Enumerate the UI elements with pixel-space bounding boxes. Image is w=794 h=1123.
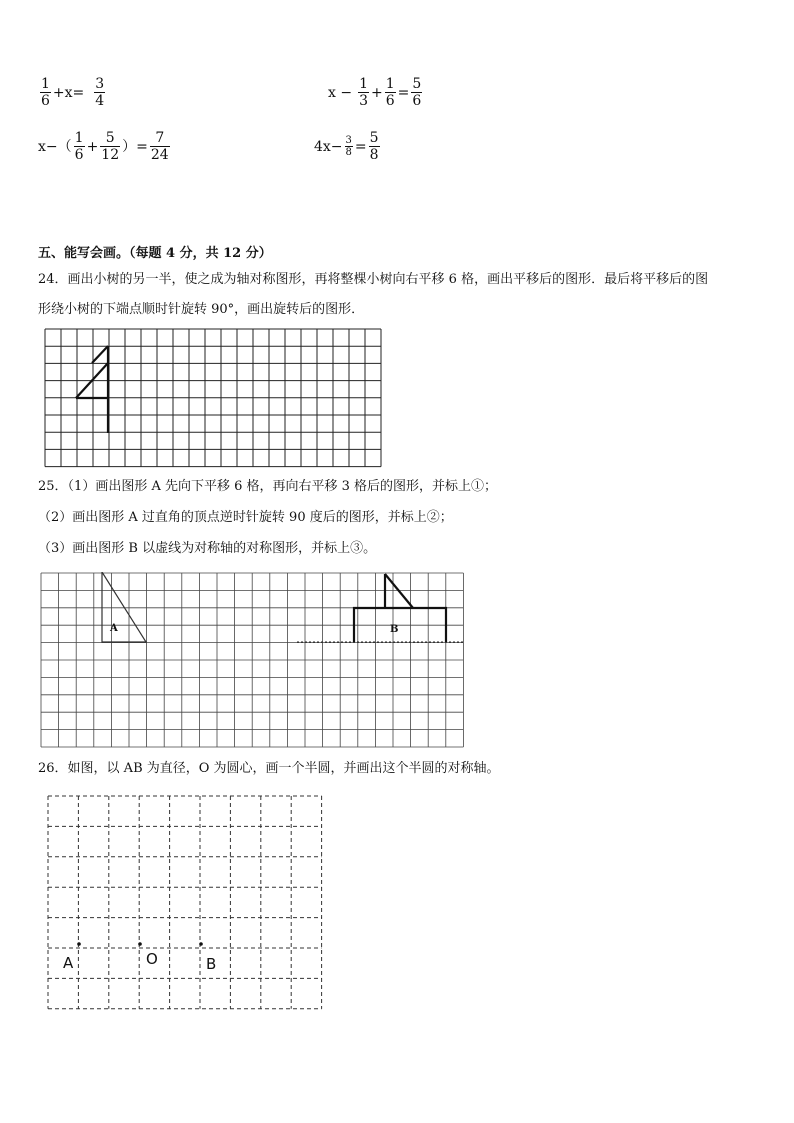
shape-a-triangle bbox=[102, 572, 146, 642]
equation-lead: 4x− bbox=[314, 138, 343, 155]
tree-half-shape bbox=[76, 346, 108, 433]
equation-operator: ）= bbox=[122, 138, 148, 155]
fraction: $\frac{1}{3}$ bbox=[359, 76, 368, 109]
equation-lead: x−（ bbox=[38, 138, 72, 155]
point-o-marker bbox=[138, 942, 142, 946]
shape-b-label: B bbox=[390, 624, 399, 635]
equation-lead: x − bbox=[328, 84, 353, 101]
equation-operator: = bbox=[397, 84, 410, 101]
question-24-line-2: 形绕小树的下端点顺时针旋转 90°，画出旋转后的图形． bbox=[38, 302, 365, 317]
question-25-line-3: （3）画出图形 B 以虚线为对称轴的对称图形，并标上③。 bbox=[38, 541, 377, 556]
q24-grid-figure bbox=[44, 328, 384, 468]
fraction: $\frac{3}{4}$ bbox=[95, 76, 105, 109]
question-25-line-2: （2）画出图形 A 过直角的顶点逆时针旋转 90 度后的图形，并标上②； bbox=[38, 510, 453, 525]
point-a-marker bbox=[77, 942, 81, 946]
shape-b bbox=[354, 574, 446, 642]
point-o-label: O bbox=[146, 950, 158, 968]
fraction: $\frac{1}{6}$ bbox=[41, 76, 50, 109]
fraction: $\frac{5}{8}$ bbox=[369, 130, 379, 163]
shape-a-label: A bbox=[110, 623, 118, 634]
q25-grid-figure bbox=[40, 572, 466, 750]
fraction: $\frac{5}{12}$ bbox=[101, 130, 120, 163]
question-24-line-1: 24．画出小树的另一半，使之成为轴对称图形，再将整棵小树向右平移 6 格，画出平移后的图形．最后将平移后的图 bbox=[38, 272, 709, 287]
fraction: $\frac{7}{24}$ bbox=[150, 130, 169, 163]
equation-2 bbox=[328, 76, 424, 109]
point-b-marker bbox=[199, 942, 203, 946]
equation-operator: +x= bbox=[52, 84, 85, 101]
q26-grid-figure bbox=[46, 794, 326, 1010]
equation-1 bbox=[38, 76, 107, 109]
fraction: $\frac{3}{8}$ bbox=[345, 135, 352, 158]
equation-4 bbox=[314, 130, 382, 163]
equation-operator: = bbox=[354, 138, 367, 155]
equation-operator: + bbox=[371, 84, 383, 101]
point-b-label: B bbox=[206, 955, 217, 973]
section-heading: 五、能写会画。（每题 4 分，共 12 分） bbox=[38, 246, 272, 261]
question-25-line-1: 25．（1）画出图形 A 先向下平移 6 格，再向右平移 3 格后的图形，并标上①； bbox=[38, 479, 498, 494]
question-26-text: 26．如图，以 AB 为直径，O 为圆心，画一个半圆，并画出这个半圆的对称轴。 bbox=[38, 761, 500, 776]
fraction: $\frac{1}{6}$ bbox=[74, 130, 84, 163]
equation-operator: + bbox=[86, 138, 99, 155]
equation-3 bbox=[38, 130, 172, 163]
fraction: $\frac{1}{6}$ bbox=[385, 76, 395, 109]
fraction: $\frac{5}{6}$ bbox=[412, 76, 422, 109]
point-a-label: A bbox=[63, 954, 74, 972]
